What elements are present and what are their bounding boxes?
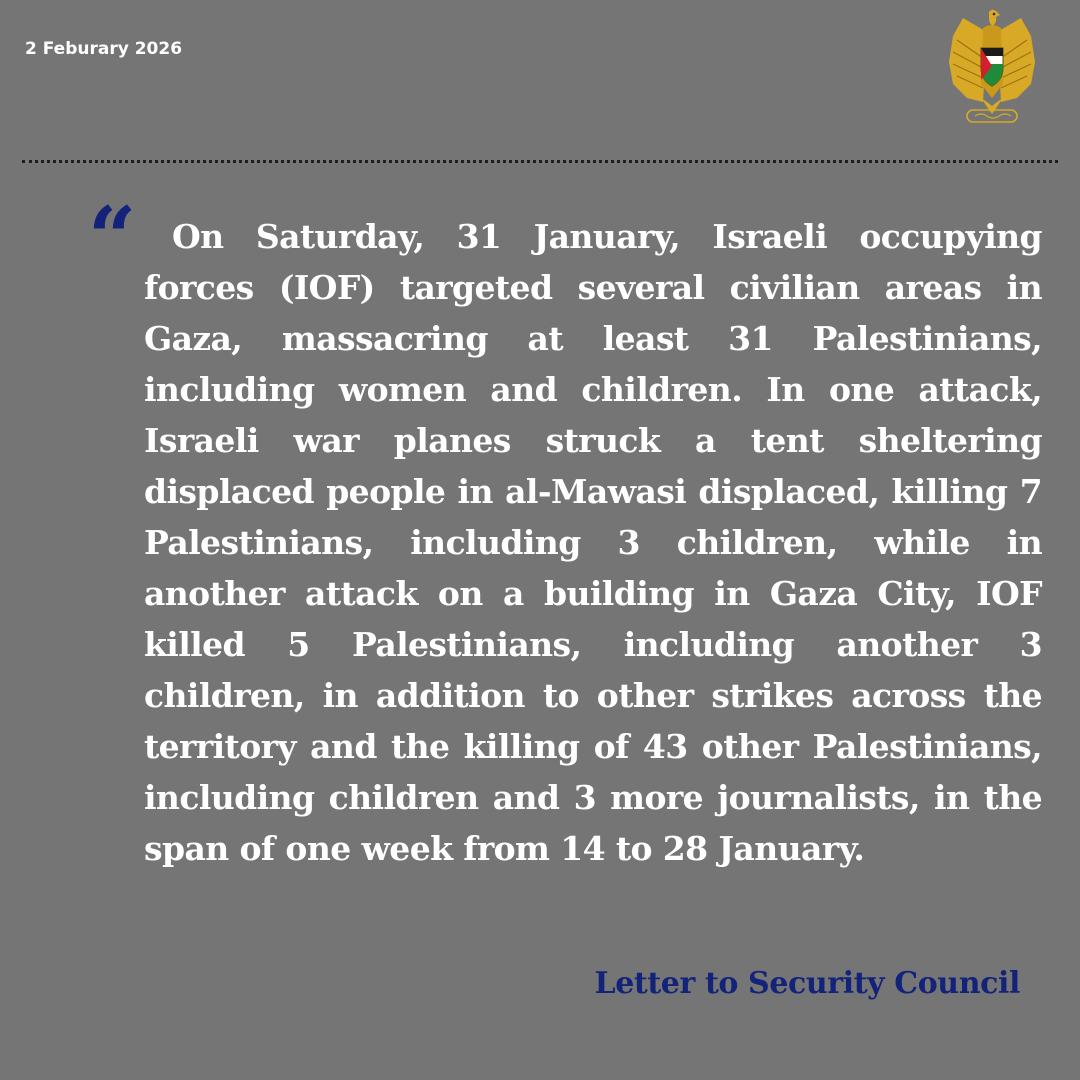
dotted-divider [22,160,1058,163]
palestine-eagle-emblem-icon [945,6,1039,128]
statement-text: On Saturday, 31 January, Israeli occupying forces (IOF) targeted several civilian areas in Gaza, massacring at least 31 Palestinians, including women and children. In one attack, Israeli war planes struck a tent sheltering displaced people in al-Mawasi displaced, killing 7 Palestinians, including 3 children, while in another attack on a building in Gaza City, IOF killed 5 Palestinians, including another 3 children, in addition to other strikes across the territory and the killing of 43 other Palestinians, including children and 3 more journalists, in the span of one week from 14 to 28 January. [144,217,1042,868]
source-attribution: Letter to Security Council [594,966,1020,1001]
opening-quote-icon: “ [88,188,137,287]
date-label: 2 Feburary 2026 [25,39,183,59]
